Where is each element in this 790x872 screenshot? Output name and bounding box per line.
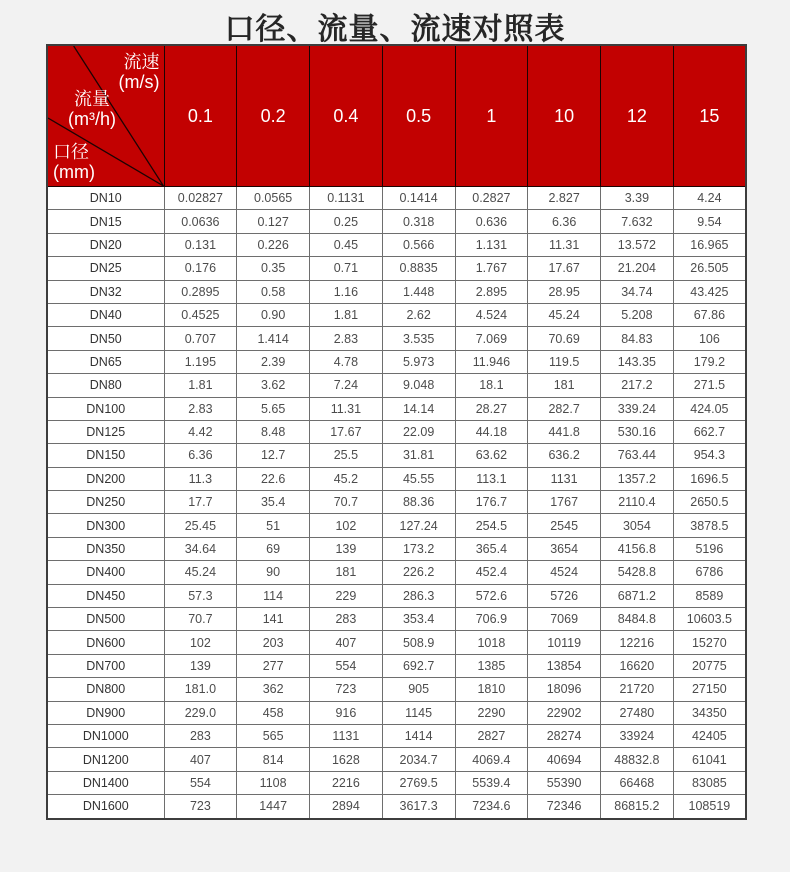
header-row	[47, 45, 746, 187]
value-cell: 179.2	[673, 350, 746, 373]
row-label: DN200	[47, 467, 164, 490]
value-cell: 0.90	[237, 303, 310, 326]
value-cell: 63.62	[455, 444, 528, 467]
value-cell: 42405	[673, 724, 746, 747]
value-cell: 0.02827	[164, 187, 237, 210]
value-cell: 4156.8	[601, 537, 674, 560]
value-cell: 4.42	[164, 420, 237, 443]
value-cell: 954.3	[673, 444, 746, 467]
value-cell: 88.36	[382, 491, 455, 514]
value-cell: 181	[310, 561, 383, 584]
value-cell: 10603.5	[673, 608, 746, 631]
value-cell: 69	[237, 537, 310, 560]
value-cell: 1696.5	[673, 467, 746, 490]
table-row	[47, 350, 746, 373]
value-cell: 18096	[528, 678, 601, 701]
value-cell: 452.4	[455, 561, 528, 584]
value-cell: 2110.4	[601, 491, 674, 514]
table-row	[47, 210, 746, 233]
value-cell: 1.16	[310, 280, 383, 303]
corner-velocity-label	[119, 53, 160, 93]
value-cell: 229.0	[164, 701, 237, 724]
row-label: DN25	[47, 257, 164, 280]
velocity-column-header: 0.1	[164, 45, 237, 187]
value-cell: 0.45	[310, 233, 383, 256]
value-cell: 706.9	[455, 608, 528, 631]
value-cell: 4.24	[673, 187, 746, 210]
value-cell: 21.204	[601, 257, 674, 280]
value-cell: 48832.8	[601, 748, 674, 771]
value-cell: 9.54	[673, 210, 746, 233]
value-cell: 0.176	[164, 257, 237, 280]
table-row	[47, 608, 746, 631]
value-cell: 3054	[601, 514, 674, 537]
value-cell: 2827	[455, 724, 528, 747]
value-cell: 16.965	[673, 233, 746, 256]
value-cell: 45.24	[528, 303, 601, 326]
value-cell: 11.946	[455, 350, 528, 373]
row-label: DN300	[47, 514, 164, 537]
value-cell: 106	[673, 327, 746, 350]
row-label: DN20	[47, 233, 164, 256]
value-cell: 40694	[528, 748, 601, 771]
value-cell: 25.5	[310, 444, 383, 467]
value-cell: 0.318	[382, 210, 455, 233]
row-label: DN1000	[47, 724, 164, 747]
diameter-label-text: 口径	[53, 142, 89, 163]
value-cell: 3.39	[601, 187, 674, 210]
diameter-flow-velocity-table	[46, 44, 747, 820]
value-cell: 5.65	[237, 397, 310, 420]
value-cell: 102	[310, 514, 383, 537]
table-row	[47, 748, 746, 771]
value-cell: 45.24	[164, 561, 237, 584]
value-cell: 139	[310, 537, 383, 560]
value-cell: 217.2	[601, 374, 674, 397]
table-row	[47, 678, 746, 701]
table-row	[47, 187, 746, 210]
value-cell: 572.6	[455, 584, 528, 607]
value-cell: 662.7	[673, 420, 746, 443]
value-cell: 113.1	[455, 467, 528, 490]
value-cell: 353.4	[382, 608, 455, 631]
value-cell: 3.535	[382, 327, 455, 350]
value-cell: 0.0636	[164, 210, 237, 233]
row-label: DN500	[47, 608, 164, 631]
value-cell: 2769.5	[382, 771, 455, 794]
comparison-table-container	[46, 44, 745, 820]
value-cell: 1.81	[164, 374, 237, 397]
value-cell: 70.7	[164, 608, 237, 631]
value-cell: 176.7	[455, 491, 528, 514]
diameter-unit-text: (mm)	[53, 162, 95, 183]
value-cell: 27150	[673, 678, 746, 701]
value-cell: 22902	[528, 701, 601, 724]
table-row	[47, 701, 746, 724]
value-cell: 1810	[455, 678, 528, 701]
value-cell: 565	[237, 724, 310, 747]
value-cell: 84.83	[601, 327, 674, 350]
value-cell: 254.5	[455, 514, 528, 537]
value-cell: 6.36	[164, 444, 237, 467]
value-cell: 10119	[528, 631, 601, 654]
value-cell: 554	[310, 654, 383, 677]
value-cell: 17.7	[164, 491, 237, 514]
value-cell: 34.74	[601, 280, 674, 303]
value-cell: 16620	[601, 654, 674, 677]
value-cell: 1628	[310, 748, 383, 771]
value-cell: 4.524	[455, 303, 528, 326]
value-cell: 34.64	[164, 537, 237, 560]
value-cell: 2034.7	[382, 748, 455, 771]
value-cell: 458	[237, 701, 310, 724]
value-cell: 530.16	[601, 420, 674, 443]
row-label: DN65	[47, 350, 164, 373]
velocity-column-header: 1	[455, 45, 528, 187]
value-cell: 2.827	[528, 187, 601, 210]
value-cell: 13.572	[601, 233, 674, 256]
value-cell: 271.5	[673, 374, 746, 397]
value-cell: 282.7	[528, 397, 601, 420]
table-row	[47, 514, 746, 537]
table-row	[47, 327, 746, 350]
value-cell: 90	[237, 561, 310, 584]
value-cell: 67.86	[673, 303, 746, 326]
table-row	[47, 303, 746, 326]
row-label: DN125	[47, 420, 164, 443]
table-row	[47, 257, 746, 280]
value-cell: 1.195	[164, 350, 237, 373]
table-row	[47, 771, 746, 794]
value-cell: 5.973	[382, 350, 455, 373]
corner-diameter-label	[53, 143, 95, 183]
value-cell: 3654	[528, 537, 601, 560]
value-cell: 2894	[310, 795, 383, 819]
value-cell: 0.8835	[382, 257, 455, 280]
value-cell: 83085	[673, 771, 746, 794]
value-cell: 6.36	[528, 210, 601, 233]
value-cell: 905	[382, 678, 455, 701]
value-cell: 12216	[601, 631, 674, 654]
value-cell: 2.62	[382, 303, 455, 326]
value-cell: 86815.2	[601, 795, 674, 819]
table-row	[47, 561, 746, 584]
row-label: DN50	[47, 327, 164, 350]
value-cell: 1131	[528, 467, 601, 490]
value-cell: 3.62	[237, 374, 310, 397]
value-cell: 636.2	[528, 444, 601, 467]
value-cell: 28274	[528, 724, 601, 747]
value-cell: 1.81	[310, 303, 383, 326]
value-cell: 1447	[237, 795, 310, 819]
value-cell: 2545	[528, 514, 601, 537]
value-cell: 173.2	[382, 537, 455, 560]
table-row	[47, 374, 746, 397]
value-cell: 1.448	[382, 280, 455, 303]
value-cell: 51	[237, 514, 310, 537]
value-cell: 1.414	[237, 327, 310, 350]
value-cell: 723	[310, 678, 383, 701]
value-cell: 508.9	[382, 631, 455, 654]
value-cell: 119.5	[528, 350, 601, 373]
corner-flow-label	[68, 90, 116, 130]
table-row	[47, 280, 746, 303]
value-cell: 108519	[673, 795, 746, 819]
table-row	[47, 724, 746, 747]
row-label: DN900	[47, 701, 164, 724]
value-cell: 0.127	[237, 210, 310, 233]
value-cell: 692.7	[382, 654, 455, 677]
value-cell: 1131	[310, 724, 383, 747]
value-cell: 0.2827	[455, 187, 528, 210]
value-cell: 0.1414	[382, 187, 455, 210]
value-cell: 31.81	[382, 444, 455, 467]
value-cell: 70.7	[310, 491, 383, 514]
row-label: DN15	[47, 210, 164, 233]
value-cell: 17.67	[310, 420, 383, 443]
value-cell: 3617.3	[382, 795, 455, 819]
velocity-column-header: 10	[528, 45, 601, 187]
value-cell: 7.069	[455, 327, 528, 350]
value-cell: 143.35	[601, 350, 674, 373]
row-label: DN150	[47, 444, 164, 467]
value-cell: 1018	[455, 631, 528, 654]
value-cell: 139	[164, 654, 237, 677]
row-label: DN400	[47, 561, 164, 584]
value-cell: 7234.6	[455, 795, 528, 819]
value-cell: 72346	[528, 795, 601, 819]
value-cell: 34350	[673, 701, 746, 724]
value-cell: 0.35	[237, 257, 310, 280]
value-cell: 14.14	[382, 397, 455, 420]
row-label: DN1400	[47, 771, 164, 794]
value-cell: 441.8	[528, 420, 601, 443]
value-cell: 2290	[455, 701, 528, 724]
value-cell: 226.2	[382, 561, 455, 584]
row-label: DN32	[47, 280, 164, 303]
value-cell: 283	[310, 608, 383, 631]
value-cell: 1.767	[455, 257, 528, 280]
value-cell: 11.3	[164, 467, 237, 490]
value-cell: 0.25	[310, 210, 383, 233]
value-cell: 5726	[528, 584, 601, 607]
value-cell: 1414	[382, 724, 455, 747]
value-cell: 2216	[310, 771, 383, 794]
row-label: DN450	[47, 584, 164, 607]
value-cell: 7.24	[310, 374, 383, 397]
value-cell: 916	[310, 701, 383, 724]
page-title: 口径、流量、流速对照表	[224, 13, 566, 46]
value-cell: 0.131	[164, 233, 237, 256]
value-cell: 15270	[673, 631, 746, 654]
value-cell: 26.505	[673, 257, 746, 280]
row-label: DN1200	[47, 748, 164, 771]
row-label: DN40	[47, 303, 164, 326]
value-cell: 44.18	[455, 420, 528, 443]
value-cell: 0.0565	[237, 187, 310, 210]
value-cell: 1108	[237, 771, 310, 794]
table-row	[47, 584, 746, 607]
value-cell: 17.67	[528, 257, 601, 280]
value-cell: 407	[310, 631, 383, 654]
value-cell: 339.24	[601, 397, 674, 420]
velocity-unit-text: (m/s)	[118, 71, 160, 92]
value-cell: 2.83	[310, 327, 383, 350]
table-row	[47, 537, 746, 560]
value-cell: 8589	[673, 584, 746, 607]
value-cell: 0.58	[237, 280, 310, 303]
value-cell: 7.632	[601, 210, 674, 233]
velocity-column-header: 0.2	[237, 45, 310, 187]
table-row	[47, 631, 746, 654]
row-label: DN1600	[47, 795, 164, 819]
table-header	[47, 45, 746, 187]
value-cell: 66468	[601, 771, 674, 794]
value-cell: 11.31	[310, 397, 383, 420]
value-cell: 7069	[528, 608, 601, 631]
value-cell: 1145	[382, 701, 455, 724]
table-row	[47, 420, 746, 443]
table-row	[47, 444, 746, 467]
value-cell: 13854	[528, 654, 601, 677]
value-cell: 283	[164, 724, 237, 747]
value-cell: 554	[164, 771, 237, 794]
value-cell: 57.3	[164, 584, 237, 607]
value-cell: 407	[164, 748, 237, 771]
row-label: DN600	[47, 631, 164, 654]
value-cell: 27480	[601, 701, 674, 724]
flow-unit-text: (m³/h)	[68, 108, 116, 129]
value-cell: 28.27	[455, 397, 528, 420]
row-label: DN10	[47, 187, 164, 210]
row-label: DN250	[47, 491, 164, 514]
value-cell: 61041	[673, 748, 746, 771]
value-cell: 3878.5	[673, 514, 746, 537]
value-cell: 814	[237, 748, 310, 771]
value-cell: 0.636	[455, 210, 528, 233]
flow-label-text: 流量	[74, 89, 110, 109]
value-cell: 0.566	[382, 233, 455, 256]
value-cell: 25.45	[164, 514, 237, 537]
value-cell: 362	[237, 678, 310, 701]
value-cell: 33924	[601, 724, 674, 747]
table-body	[47, 187, 746, 819]
value-cell: 365.4	[455, 537, 528, 560]
value-cell: 5.208	[601, 303, 674, 326]
value-cell: 2.39	[237, 350, 310, 373]
velocity-label-text: 流速	[123, 52, 160, 72]
value-cell: 5428.8	[601, 561, 674, 584]
corner-header-cell	[47, 45, 164, 187]
value-cell: 0.2895	[164, 280, 237, 303]
velocity-column-header: 15	[673, 45, 746, 187]
row-label: DN800	[47, 678, 164, 701]
value-cell: 286.3	[382, 584, 455, 607]
value-cell: 723	[164, 795, 237, 819]
value-cell: 1767	[528, 491, 601, 514]
value-cell: 2.83	[164, 397, 237, 420]
table-row	[47, 491, 746, 514]
value-cell: 20775	[673, 654, 746, 677]
value-cell: 1357.2	[601, 467, 674, 490]
value-cell: 114	[237, 584, 310, 607]
value-cell: 1.131	[455, 233, 528, 256]
value-cell: 229	[310, 584, 383, 607]
value-cell: 6871.2	[601, 584, 674, 607]
value-cell: 203	[237, 631, 310, 654]
table-row	[47, 795, 746, 819]
value-cell: 102	[164, 631, 237, 654]
value-cell: 45.2	[310, 467, 383, 490]
value-cell: 0.4525	[164, 303, 237, 326]
value-cell: 55390	[528, 771, 601, 794]
value-cell: 5539.4	[455, 771, 528, 794]
value-cell: 35.4	[237, 491, 310, 514]
value-cell: 181	[528, 374, 601, 397]
value-cell: 4069.4	[455, 748, 528, 771]
value-cell: 22.09	[382, 420, 455, 443]
row-label: DN350	[47, 537, 164, 560]
value-cell: 28.95	[528, 280, 601, 303]
value-cell: 763.44	[601, 444, 674, 467]
row-label: DN700	[47, 654, 164, 677]
value-cell: 4.78	[310, 350, 383, 373]
value-cell: 45.55	[382, 467, 455, 490]
value-cell: 2.895	[455, 280, 528, 303]
value-cell: 127.24	[382, 514, 455, 537]
velocity-column-header: 0.4	[310, 45, 383, 187]
table-row	[47, 467, 746, 490]
value-cell: 18.1	[455, 374, 528, 397]
value-cell: 21720	[601, 678, 674, 701]
value-cell: 5196	[673, 537, 746, 560]
value-cell: 424.05	[673, 397, 746, 420]
value-cell: 181.0	[164, 678, 237, 701]
velocity-column-header: 12	[601, 45, 674, 187]
value-cell: 8484.8	[601, 608, 674, 631]
row-label: DN100	[47, 397, 164, 420]
value-cell: 43.425	[673, 280, 746, 303]
value-cell: 277	[237, 654, 310, 677]
value-cell: 4524	[528, 561, 601, 584]
value-cell: 0.1131	[310, 187, 383, 210]
value-cell: 0.226	[237, 233, 310, 256]
value-cell: 0.707	[164, 327, 237, 350]
value-cell: 6786	[673, 561, 746, 584]
value-cell: 2650.5	[673, 491, 746, 514]
velocity-column-header: 0.5	[382, 45, 455, 187]
table-row	[47, 654, 746, 677]
row-label: DN80	[47, 374, 164, 397]
value-cell: 12.7	[237, 444, 310, 467]
value-cell: 8.48	[237, 420, 310, 443]
value-cell: 9.048	[382, 374, 455, 397]
value-cell: 11.31	[528, 233, 601, 256]
table-row	[47, 233, 746, 256]
value-cell: 70.69	[528, 327, 601, 350]
value-cell: 1385	[455, 654, 528, 677]
value-cell: 141	[237, 608, 310, 631]
value-cell: 22.6	[237, 467, 310, 490]
value-cell: 0.71	[310, 257, 383, 280]
table-row	[47, 397, 746, 420]
